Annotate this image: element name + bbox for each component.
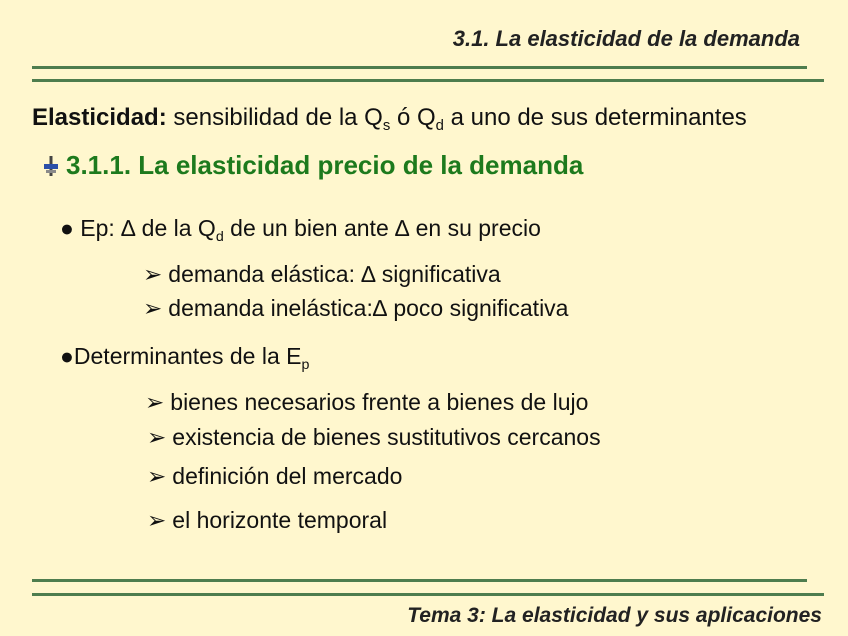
list-item: [145, 389, 588, 416]
ep-bullet: [60, 215, 541, 245]
section-title: 3.1.1. La elasticidad precio de la demanda: [66, 150, 584, 180]
list-item-text: demanda elástica: ∆ significativa: [168, 261, 501, 287]
definition-text-c: a uno de sus determinantes: [443, 104, 747, 131]
arrow-bullet-icon: ➢: [147, 507, 167, 533]
ep-text-b: de un bien ante ∆ en su precio: [223, 215, 541, 241]
bullet-dot-icon: ●: [60, 343, 74, 369]
arrow-bullet-icon: ➢: [147, 424, 167, 450]
list-item-text: definición del mercado: [172, 463, 403, 489]
list-item: [143, 295, 568, 322]
footer-rule-top: [32, 579, 807, 582]
definition-line: [32, 104, 747, 134]
footer-rule-bottom: [32, 593, 824, 596]
definition-text-b: ó Q: [390, 104, 436, 131]
sub-d: d: [435, 118, 444, 135]
list-item: [143, 261, 501, 288]
list-item-text: existencia de bienes sustitutivos cercanos: [172, 424, 601, 450]
list-item-text: demanda inelástica:∆ poco significativa: [168, 295, 569, 321]
pin-bullet-icon: [42, 155, 60, 177]
determinants-bullet: [60, 343, 309, 373]
sub-s: s: [382, 118, 391, 135]
list-item: [147, 507, 387, 534]
header-title: 3.1. La elasticidad de la demanda: [452, 26, 800, 51]
arrow-bullet-icon: ➢: [147, 463, 167, 489]
determinants-sub: p: [301, 356, 310, 373]
list-item: [147, 424, 601, 451]
ep-text-a: Ep: ∆ de la Q: [73, 215, 216, 241]
header-rule-bottom: [32, 79, 824, 82]
definition-text-a: sensibilidad de la Q: [166, 104, 383, 131]
list-item: [147, 463, 402, 490]
header-rule-top: [32, 66, 807, 69]
bullet-dot-icon: ●: [60, 215, 74, 241]
definition-term: Elasticidad:: [32, 104, 167, 131]
determinants-text: Determinantes de la E: [73, 343, 302, 369]
arrow-bullet-icon: ➢: [145, 389, 165, 415]
footer-text: Tema 3: La elasticidad y sus aplicaciones: [407, 604, 822, 627]
list-item-text: el horizonte temporal: [172, 507, 388, 533]
list-item-text: bienes necesarios frente a bienes de lujo: [170, 389, 589, 415]
arrow-bullet-icon: ➢: [143, 261, 163, 287]
section-heading: [42, 150, 583, 181]
ep-sub: d: [215, 228, 224, 245]
arrow-bullet-icon: ➢: [143, 295, 163, 321]
